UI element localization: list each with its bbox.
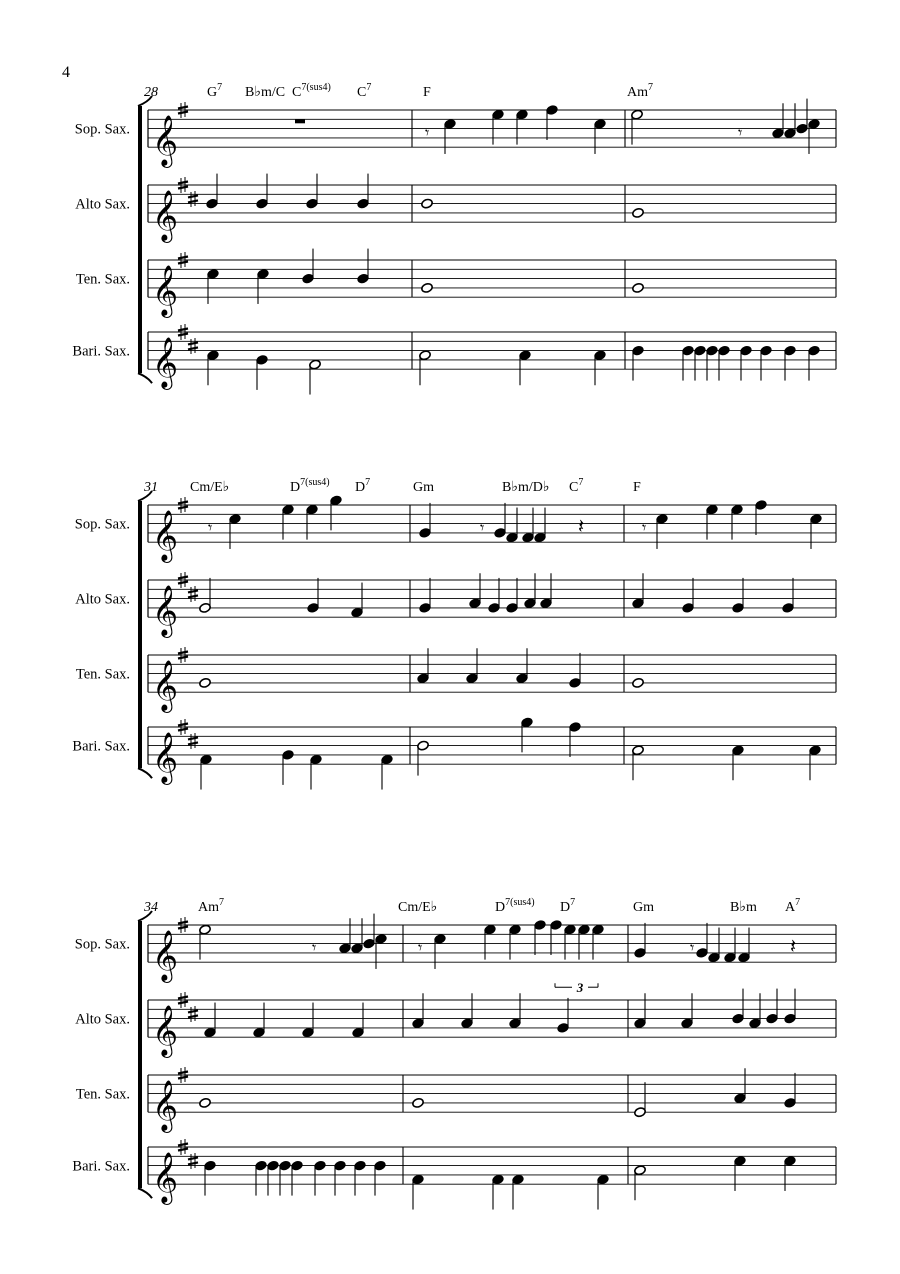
chord-symbol: F [423, 85, 431, 100]
note-head [444, 118, 457, 129]
chord-symbol: $C^7$ [357, 82, 372, 100]
staff-alto-sax- [75, 174, 836, 244]
note-head [718, 345, 731, 356]
note-head [732, 602, 745, 613]
note-head [512, 1174, 525, 1185]
note-head [760, 345, 773, 356]
tuplet-bracket [555, 980, 598, 995]
sharp-bar [178, 107, 188, 109]
sharp-bar [178, 997, 188, 999]
note-head [784, 1013, 797, 1024]
note-head [522, 532, 535, 543]
note-head [740, 345, 753, 356]
instrument-label: Ten. Sax. [75, 1086, 130, 1103]
treble-clef-icon: 𝄞 [152, 511, 179, 561]
note-head [524, 598, 537, 609]
note-head [282, 504, 295, 515]
note-head [810, 513, 823, 524]
note-head [808, 345, 821, 356]
staff-sop-sax- [75, 495, 836, 563]
instrument-label: Alto Sax. [75, 196, 130, 213]
sharp-bar [188, 1015, 198, 1017]
note-head [772, 128, 785, 139]
sharp-sign [188, 191, 198, 207]
bracket-hook [138, 1188, 152, 1198]
note-head [488, 602, 501, 613]
note-head [302, 1027, 315, 1038]
note-head [534, 532, 547, 543]
note-head [204, 1027, 217, 1038]
note-head [469, 598, 482, 609]
note-head [334, 1160, 347, 1171]
treble-clef-icon: 𝄞 [152, 1006, 179, 1056]
staff-sop-sax- [75, 914, 836, 984]
sharp-bar [178, 1077, 188, 1079]
sharp-sign [188, 586, 198, 602]
note-head [519, 350, 532, 361]
note-head [732, 745, 745, 756]
note-head [257, 268, 270, 279]
treble-clef-icon: 𝄞 [152, 586, 179, 636]
measure-number: 31 [144, 480, 158, 495]
note-head [634, 1107, 647, 1118]
quarter-rest: 𝄽 [790, 935, 797, 958]
eighth-rest: 𝄾 [480, 519, 485, 537]
note-head [782, 602, 795, 613]
sharp-bar [178, 257, 188, 259]
note-head [564, 924, 577, 935]
note-head [634, 947, 647, 958]
note-head [732, 1013, 745, 1024]
instrument-label: Ten. Sax. [75, 271, 130, 288]
note-head [546, 105, 559, 116]
system-bracket [138, 501, 142, 768]
sharp-bar [178, 182, 188, 184]
note-head [594, 350, 607, 361]
note-head [731, 504, 744, 515]
eighth-rest: 𝄾 [425, 124, 430, 142]
note-head [506, 602, 519, 613]
note-head [784, 1155, 797, 1166]
note-head [256, 198, 269, 209]
chord-symbol: B♭m [730, 900, 757, 915]
sharp-sign [188, 1006, 198, 1022]
sharp-bar [178, 657, 188, 659]
whole-rest [295, 119, 305, 123]
note-head [256, 354, 269, 365]
note-head [282, 749, 295, 760]
eighth-rest: 𝄾 [418, 939, 423, 957]
sharp-bar [188, 195, 198, 197]
sharp-bar [188, 1162, 198, 1164]
treble-clef-icon: 𝄞 [152, 1153, 179, 1203]
note-head [494, 527, 507, 538]
note-head [682, 345, 695, 356]
sharp-sign [188, 1153, 198, 1169]
note-head [419, 350, 432, 361]
note-head [766, 1013, 779, 1024]
measure-number: 28 [144, 85, 158, 100]
note-head [808, 118, 821, 129]
treble-clef-icon: 𝄞 [152, 116, 179, 166]
sharp-bar [188, 1157, 198, 1159]
note-head [279, 1160, 292, 1171]
eighth-rest: 𝄾 [690, 939, 695, 957]
note-head [681, 1018, 694, 1029]
sharp-bar [178, 729, 188, 731]
sharp-bar [178, 112, 188, 114]
note-head [706, 504, 719, 515]
chord-symbol: $D^7$ [560, 897, 576, 915]
note-head [461, 1018, 474, 1029]
instrument-label: Sop. Sax. [74, 121, 130, 138]
system-34 [72, 897, 836, 1210]
system-bracket [138, 106, 142, 373]
note-head [734, 1093, 747, 1104]
note-head [569, 677, 582, 688]
note-head [291, 1160, 304, 1171]
chord-symbol: $C^7$ [569, 477, 584, 495]
note-head [339, 943, 352, 954]
chord-symbol: F [633, 480, 641, 495]
chord-symbol: Cm/E♭ [190, 480, 230, 495]
note-head [809, 745, 822, 756]
eighth-rest: 𝄾 [738, 124, 743, 142]
note-head [199, 602, 212, 613]
note-head [724, 952, 737, 963]
note-head [749, 1018, 762, 1029]
note-head [199, 677, 212, 688]
note-head [419, 602, 432, 613]
sharp-bar [178, 262, 188, 264]
sharp-bar [178, 577, 188, 579]
note-head [302, 273, 315, 284]
instrument-label: Sop. Sax. [74, 516, 130, 533]
instrument-label: Bari. Sax. [72, 1158, 130, 1175]
note-head [516, 109, 529, 120]
note-head [634, 1165, 647, 1176]
chord-symbol: Gm [413, 480, 434, 495]
sharp-sign [188, 338, 198, 354]
page-number: 4 [62, 64, 70, 81]
note-head [381, 754, 394, 765]
treble-clef-icon: 𝄞 [152, 733, 179, 783]
note-head [509, 1018, 522, 1029]
note-head [206, 198, 219, 209]
chord-symbol: $C^{7(sus4)}$ [292, 82, 331, 100]
note-head [682, 602, 695, 613]
note-head [784, 1097, 797, 1108]
treble-clef-icon: 𝄞 [152, 661, 179, 711]
instrument-label: Sop. Sax. [74, 936, 130, 953]
note-head [309, 359, 322, 370]
note-head [516, 673, 529, 684]
sharp-bar [178, 582, 188, 584]
note-head [734, 1155, 747, 1166]
note-head [632, 745, 645, 756]
staff-alto-sax- [75, 989, 836, 1059]
sharp-bar [188, 590, 198, 592]
instrument-label: Ten. Sax. [75, 666, 130, 683]
note-head [784, 345, 797, 356]
note-head [597, 1174, 610, 1185]
note-head [509, 924, 522, 935]
note-head [738, 952, 751, 963]
staff-ten-sax- [76, 249, 836, 319]
treble-clef-icon: 𝄞 [152, 266, 179, 316]
note-head [417, 673, 430, 684]
note-head [634, 1018, 647, 1029]
quarter-rest: 𝄽 [578, 515, 585, 538]
note-head [796, 123, 809, 134]
note-head [310, 754, 323, 765]
chord-symbol: Am$^7$ [627, 82, 653, 100]
treble-clef-icon: 𝄞 [152, 1081, 179, 1131]
note-head [357, 273, 370, 284]
note-head [706, 345, 719, 356]
note-head [199, 1097, 212, 1108]
chord-symbol: $D^{7(sus4)}$ [290, 477, 330, 495]
note-head [412, 1097, 425, 1108]
note-head [632, 207, 645, 218]
note-head [632, 598, 645, 609]
treble-clef-icon: 𝄞 [152, 338, 179, 388]
sharp-bar [188, 200, 198, 202]
sharp-bar [178, 1002, 188, 1004]
note-head [569, 722, 582, 733]
chord-symbol: $D^{7(sus4)}$ [495, 897, 535, 915]
note-head [784, 128, 797, 139]
chord-symbol: $A^7$ [785, 897, 801, 915]
sharp-bar [178, 502, 188, 504]
note-head [352, 1027, 365, 1038]
chord-symbol: B♭m/D♭ [502, 480, 550, 495]
note-head [708, 952, 721, 963]
note-head [207, 350, 220, 361]
note-head [307, 602, 320, 613]
instrument-label: Bari. Sax. [72, 738, 130, 755]
sharp-bar [178, 922, 188, 924]
sharp-bar [188, 342, 198, 344]
note-head [696, 947, 709, 958]
sharp-bar [188, 347, 198, 349]
note-head [255, 1160, 268, 1171]
note-head [306, 504, 319, 515]
note-head [694, 345, 707, 356]
sharp-bar [178, 1144, 188, 1146]
note-head [540, 598, 553, 609]
staff-sop-sax- [75, 99, 836, 169]
treble-clef-icon: 𝄞 [152, 191, 179, 241]
note-head [534, 920, 547, 931]
note-head [557, 1022, 570, 1033]
system-bracket [138, 921, 142, 1188]
system-31 [72, 477, 836, 790]
note-head [314, 1160, 327, 1171]
bracket-hook [138, 768, 152, 778]
sharp-bar [178, 1072, 188, 1074]
note-head [506, 532, 519, 543]
sharp-bar [188, 737, 198, 739]
note-head [199, 924, 212, 935]
staff-ten-sax- [76, 1067, 836, 1133]
sharp-bar [178, 1149, 188, 1151]
note-head [421, 198, 434, 209]
staff-bari-sax- [72, 1139, 836, 1210]
measure-number: 34 [144, 900, 158, 915]
sharp-bar [178, 329, 188, 331]
sharp-bar [188, 595, 198, 597]
sharp-bar [188, 1010, 198, 1012]
note-head [357, 198, 370, 209]
note-head [632, 345, 645, 356]
tuplet-number: 3 [576, 980, 584, 996]
chord-symbol: $G^7$ [207, 82, 223, 100]
note-head [204, 1160, 217, 1171]
instrument-label: Alto Sax. [75, 1011, 130, 1028]
sharp-bar [178, 507, 188, 509]
eighth-rest: 𝄾 [642, 519, 647, 537]
staff-bari-sax- [72, 717, 836, 790]
note-head [484, 924, 497, 935]
note-head [521, 717, 534, 728]
note-head [412, 1174, 425, 1185]
sharp-bar [178, 927, 188, 929]
note-head [434, 933, 447, 944]
note-head [351, 607, 364, 618]
chord-symbol: Gm [633, 900, 654, 915]
note-head [632, 677, 645, 688]
sharp-bar [178, 724, 188, 726]
system-28 [72, 82, 836, 395]
note-head [375, 933, 388, 944]
chord-symbol: Cm/E♭ [398, 900, 438, 915]
note-head [492, 109, 505, 120]
chord-symbol: $D^7$ [355, 477, 371, 495]
note-head [550, 920, 563, 931]
note-head [267, 1160, 280, 1171]
note-head [253, 1027, 266, 1038]
note-head [200, 754, 213, 765]
note-head [421, 282, 434, 293]
note-head [417, 740, 430, 751]
bracket-hook [138, 373, 152, 383]
sharp-bar [178, 652, 188, 654]
note-head [656, 513, 669, 524]
note-head [306, 198, 319, 209]
sharp-sign [188, 733, 198, 749]
note-head [632, 282, 645, 293]
note-head [419, 527, 432, 538]
note-head [592, 924, 605, 935]
note-head [412, 1018, 425, 1029]
sharp-bar [188, 742, 198, 744]
staff-ten-sax- [76, 647, 836, 713]
note-head [578, 924, 591, 935]
chord-symbol: B♭m/C [245, 85, 286, 100]
sharp-bar [178, 334, 188, 336]
instrument-label: Alto Sax. [75, 591, 130, 608]
staff-alto-sax- [75, 572, 836, 638]
note-head [755, 500, 768, 511]
note-head [374, 1160, 387, 1171]
chord-symbol: Am$^7$ [198, 897, 224, 915]
note-head [594, 118, 607, 129]
note-head [363, 938, 376, 949]
note-head [351, 943, 364, 954]
note-head [207, 268, 220, 279]
note-head [492, 1174, 505, 1185]
eighth-rest: 𝄾 [312, 939, 317, 957]
note-head [466, 673, 479, 684]
staff-bari-sax- [72, 324, 836, 395]
sharp-bar [178, 187, 188, 189]
eighth-rest: 𝄾 [208, 519, 213, 537]
note-head [631, 109, 644, 120]
instrument-label: Bari. Sax. [72, 343, 130, 360]
note-head [354, 1160, 367, 1171]
treble-clef-icon: 𝄞 [152, 931, 179, 981]
note-head [330, 495, 343, 506]
note-head [229, 513, 242, 524]
